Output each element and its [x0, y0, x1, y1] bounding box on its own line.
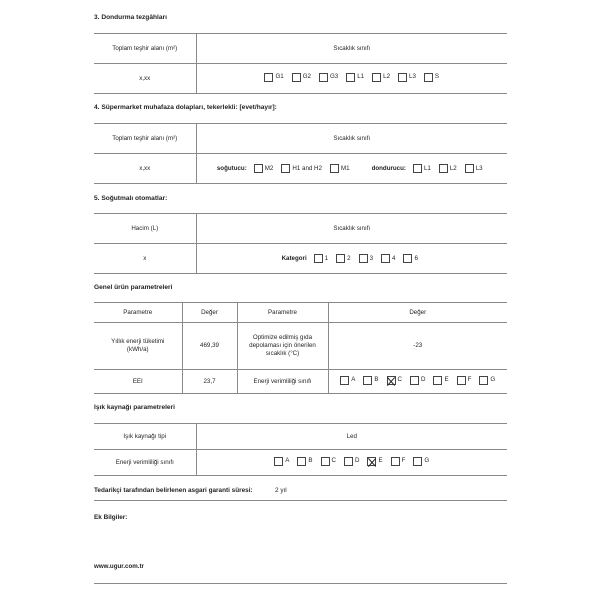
light-energy-class-option [344, 457, 359, 466]
general-header-value2: Değer [328, 303, 507, 323]
general-table [94, 302, 507, 394]
category-checkbox[interactable] [336, 254, 345, 263]
energy-class-option-label: A [351, 376, 356, 384]
light-energy-class-option-label: A [285, 457, 290, 465]
energy-class-option-label: D [421, 376, 426, 384]
energy-class-option-label: B [374, 376, 379, 384]
section3-class-option [372, 73, 390, 82]
energy-label: Yıllık enerji tüketimi (kWh/a) [94, 323, 182, 370]
category-option [403, 254, 417, 263]
section3-title: 3. Dondurma tezgâhları [94, 14, 167, 21]
cooler-class-option [281, 164, 322, 173]
cooler-class-option-label: M1 [340, 164, 350, 172]
light-table [94, 423, 507, 476]
light-energy-class-option [321, 457, 336, 466]
energy-class-checkbox[interactable] [457, 376, 466, 385]
general-header-param1: Parametre [94, 303, 182, 323]
light-energy-class-option-label: G [424, 457, 430, 465]
freezer-class-option [413, 164, 431, 173]
energy-class-checkbox[interactable] [410, 376, 419, 385]
class-options [328, 370, 507, 394]
section3-class-option-label: G2 [302, 73, 311, 81]
light-title: Işık kaynağı parametreleri [94, 404, 176, 411]
general-header-param2: Parametre [237, 303, 328, 323]
freezer-class-option-label: L3 [475, 164, 483, 172]
freezer-class-option-label: L2 [449, 164, 457, 172]
section5-volume-value: x [94, 244, 196, 274]
section3-class-checkbox[interactable] [424, 73, 433, 82]
energy-class-checkbox[interactable] [340, 376, 349, 385]
category-option-label: 4 [392, 254, 396, 262]
section5-volume-header: Hacim (L) [94, 214, 196, 244]
light-energy-class-checkbox[interactable] [344, 457, 353, 466]
light-energy-class-option-label: F [401, 457, 406, 465]
category-option-label: 6 [414, 254, 418, 262]
footer-website: www.ugur.com.tr [94, 563, 144, 570]
general-title: Genel ürün parametreleri [94, 284, 173, 291]
energy-class-option-label: E [444, 376, 449, 384]
temp-value: -23 [328, 323, 507, 370]
energy-class-option [410, 376, 425, 385]
section3-class-checkbox[interactable] [264, 73, 273, 82]
section3-class-option-label: G3 [329, 73, 339, 81]
cooler-class-option-label: H1 and H2 [292, 164, 322, 172]
category-option-label: 1 [324, 254, 329, 262]
section4-class-header: Sıcaklık sınıfı [196, 124, 507, 154]
energy-class-checkbox[interactable] [433, 376, 442, 385]
energy-class-option [363, 376, 378, 385]
eei-label: EEI [94, 370, 182, 394]
section5-category-options [196, 244, 507, 274]
class-label: Enerji verimliliği sınıfı [237, 370, 328, 394]
section3-class-checkbox[interactable] [398, 73, 407, 82]
section3-class-option-label: S [434, 73, 440, 81]
warranty-divider [94, 500, 507, 501]
energy-class-option [479, 376, 495, 385]
light-energy-class-option-label: D [355, 457, 360, 465]
section3-area-value: x,xx [94, 64, 196, 94]
category-option [314, 254, 328, 263]
section4-title: 4. Süpermarket muhafaza dolapları, tekerlekli: [evet/hayır]: [94, 104, 277, 111]
energy-class-option [387, 376, 402, 385]
section3-class-option-label: L3 [409, 73, 416, 81]
section3-class-checkbox[interactable] [319, 73, 328, 82]
light-energy-class-option [367, 457, 382, 466]
category-checkbox[interactable] [359, 254, 368, 263]
light-energy-class-checkbox[interactable] [321, 457, 330, 466]
freezer-class-option [465, 164, 483, 173]
cooler-class-checkbox[interactable] [330, 164, 339, 173]
section3-class-option-label: L1 [357, 73, 365, 81]
cooler-class-checkbox[interactable] [281, 164, 290, 173]
section3-class-option [424, 73, 439, 82]
category-checkbox[interactable] [381, 254, 390, 263]
freezer-class-checkbox[interactable] [465, 164, 474, 173]
category-option [359, 254, 373, 263]
section5-title: 5. Soğutmalı otomatlar: [94, 195, 168, 202]
section3-class-checkbox[interactable] [292, 73, 301, 82]
category-option [381, 254, 395, 263]
section5-class-header: Sıcaklık sınıfı [196, 214, 507, 244]
section3-class-header: Sıcaklık sınıfı [196, 34, 507, 64]
freezer-label: dondurucu: [371, 164, 406, 172]
light-energy-class-checkbox[interactable] [297, 457, 306, 466]
section3-class-option [319, 73, 338, 82]
light-energy-class-checkbox[interactable] [391, 457, 400, 466]
light-class-options [196, 450, 507, 476]
light-type-label: Işık kaynağı tipi [94, 424, 196, 450]
category-label: Kategori [281, 254, 307, 262]
freezer-class-option [439, 164, 457, 173]
section3-class-checkbox[interactable] [346, 73, 355, 82]
light-energy-class-option [391, 457, 406, 466]
section3-class-option-label: L2 [383, 73, 391, 81]
energy-class-option-label: G [490, 376, 496, 384]
section4-table [94, 123, 507, 184]
extra-info-label: Ek Bilgiler: [94, 514, 128, 521]
freezer-class-checkbox[interactable] [413, 164, 422, 173]
section5-table [94, 213, 507, 274]
energy-class-option [457, 376, 472, 385]
category-checkbox[interactable] [403, 254, 412, 263]
section3-class-option [292, 73, 311, 82]
category-option-label: 3 [369, 254, 374, 262]
section4-area-header: Toplam teşhir alanı (m²) [94, 124, 196, 154]
energy-class-option-label: F [467, 376, 472, 384]
warranty-label: Tedarikçi tarafından belirlenen asgari garanti süresi: [94, 487, 253, 494]
temp-label: Optimize edilmiş gıda depolaması için önerilen sıcaklık (°C) [237, 323, 328, 370]
energy-class-checkbox[interactable] [479, 376, 488, 385]
section3-class-option [398, 73, 416, 82]
light-type-value: Led [196, 424, 507, 450]
energy-value: 469,39 [182, 323, 237, 370]
category-option [336, 254, 350, 263]
section3-area-header: Toplam teşhir alanı (m²) [94, 34, 196, 64]
light-energy-class-checkbox[interactable] [367, 457, 376, 466]
cooler-class-option-label: M2 [264, 164, 274, 172]
freezer-class-checkbox[interactable] [439, 164, 448, 173]
light-energy-class-option [274, 457, 289, 466]
cooler-class-option [254, 164, 274, 173]
section4-class-options [196, 154, 507, 184]
section3-class-option [264, 73, 283, 82]
cooler-class-option [330, 164, 350, 173]
category-option-label: 2 [347, 254, 351, 262]
section4-area-value: x,xx [94, 154, 196, 184]
warranty-value: 2 yıl [275, 487, 287, 494]
light-energy-class-option-label: E [378, 457, 383, 465]
energy-class-option [433, 376, 448, 385]
light-energy-class-option [413, 457, 429, 466]
energy-class-option [340, 376, 355, 385]
general-header-value1: Değer [182, 303, 237, 323]
light-energy-class-checkbox[interactable] [274, 457, 283, 466]
cooler-class-checkbox[interactable] [254, 164, 263, 173]
cooler-label: soğutucu: [216, 164, 247, 172]
energy-class-option-label: C [397, 376, 403, 384]
section3-class-option [346, 73, 364, 82]
freezer-class-option-label: L1 [423, 164, 431, 172]
section3-class-checkbox[interactable] [372, 73, 381, 82]
section3-class-option-label: G1 [275, 73, 284, 81]
light-energy-class-option [297, 457, 312, 466]
section3-table [94, 33, 507, 94]
footer-divider [94, 583, 507, 584]
energy-class-checkbox[interactable] [363, 376, 372, 385]
light-energy-class-option-label: B [308, 457, 313, 465]
light-class-label: Enerji verimliliği sınıfı [94, 450, 196, 476]
light-energy-class-option-label: C [331, 457, 337, 465]
energy-class-checkbox[interactable] [387, 376, 396, 385]
section3-class-options [196, 64, 507, 94]
light-energy-class-checkbox[interactable] [413, 457, 422, 466]
category-checkbox[interactable] [314, 254, 323, 263]
eei-value: 23,7 [182, 370, 237, 394]
